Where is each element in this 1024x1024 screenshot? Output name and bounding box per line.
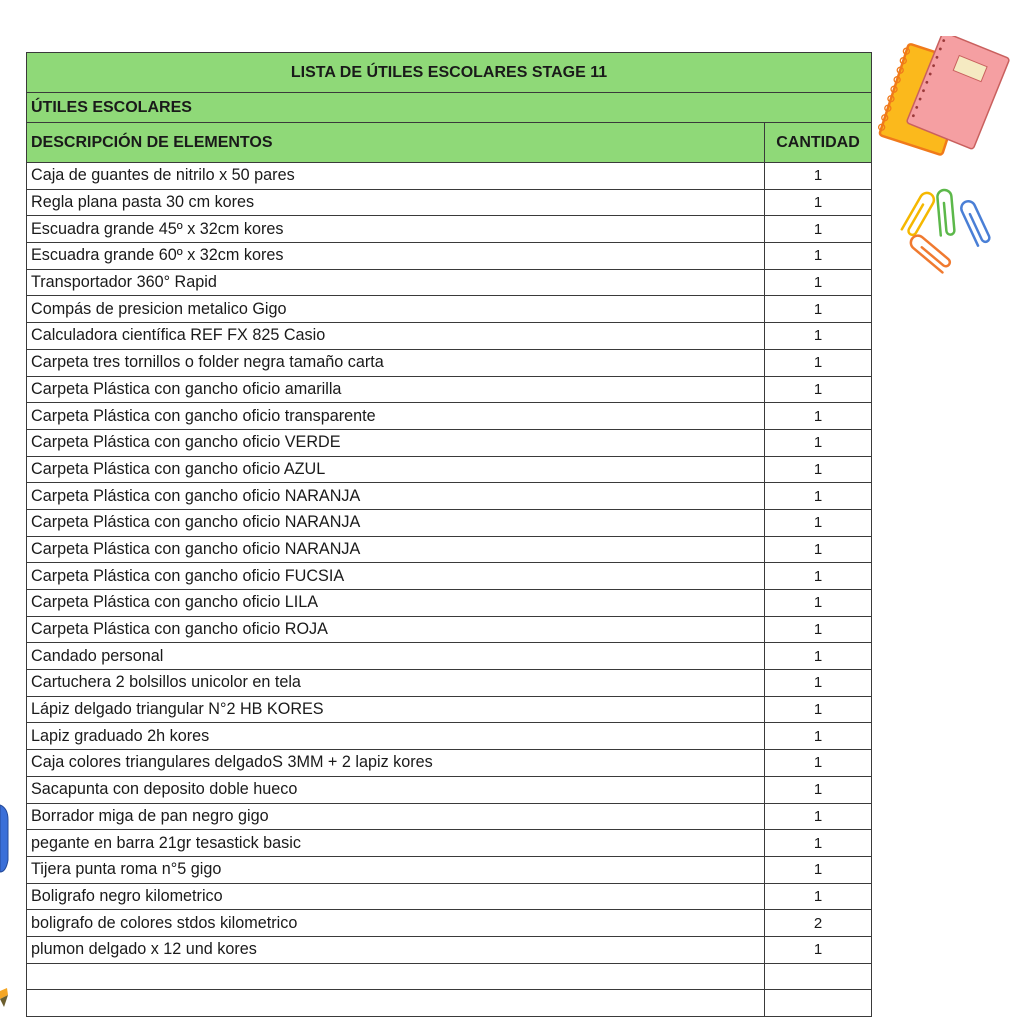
table-row [27, 323, 872, 350]
table-row [27, 429, 872, 456]
item-quantity: 1 [765, 483, 872, 510]
table-row [27, 216, 872, 243]
item-description: pegante en barra 21gr tesastick basic [27, 830, 765, 857]
item-quantity: 1 [765, 803, 872, 830]
item-description: Carpeta Plástica con gancho oficio NARANJA [27, 536, 765, 563]
item-quantity: 1 [765, 216, 872, 243]
table-row [27, 483, 872, 510]
item-quantity: 1 [765, 163, 872, 190]
item-description: Calculadora científica REF FX 825 Casio [27, 323, 765, 350]
item-description: plumon delgado x 12 und kores [27, 936, 765, 963]
pencil-icon [0, 985, 10, 1015]
table-row [27, 856, 872, 883]
title-row [27, 53, 872, 93]
item-description: Carpeta Plástica con gancho oficio NARANJA [27, 509, 765, 536]
paperclips-icon [895, 185, 995, 280]
table-row [27, 296, 872, 323]
item-quantity: 1 [765, 643, 872, 670]
table-row [27, 643, 872, 670]
item-description: Carpeta Plástica con gancho oficio NARANJA [27, 483, 765, 510]
item-quantity: 1 [765, 323, 872, 350]
table-row [27, 269, 872, 296]
item-quantity: 1 [765, 590, 872, 617]
item-quantity: 1 [765, 936, 872, 963]
item-quantity [765, 963, 872, 990]
table-row [27, 803, 872, 830]
table-row [27, 563, 872, 590]
item-quantity: 1 [765, 269, 872, 296]
item-description: Carpeta Plástica con gancho oficio FUCSIA [27, 563, 765, 590]
table-row [27, 349, 872, 376]
item-description: Carpeta tres tornillos o folder negra tamaño carta [27, 349, 765, 376]
table-row [27, 376, 872, 403]
item-description: Transportador 360° Rapid [27, 269, 765, 296]
table-row [27, 163, 872, 190]
table-row [27, 670, 872, 697]
column-header-row [27, 123, 872, 163]
item-description: Carpeta Plástica con gancho oficio amarilla [27, 376, 765, 403]
notebooks-icon [878, 36, 1014, 172]
item-quantity: 1 [765, 856, 872, 883]
table-row [27, 723, 872, 750]
item-quantity: 2 [765, 910, 872, 937]
item-quantity: 1 [765, 616, 872, 643]
table-row [27, 616, 872, 643]
item-quantity: 1 [765, 296, 872, 323]
table-row [27, 536, 872, 563]
item-description: boligrafo de colores stdos kilometrico [27, 910, 765, 937]
item-description: Lápiz delgado triangular N°2 HB KORES [27, 696, 765, 723]
item-quantity: 1 [765, 696, 872, 723]
item-description: Escuadra grande 45º x 32cm kores [27, 216, 765, 243]
item-quantity: 1 [765, 536, 872, 563]
item-quantity: 1 [765, 376, 872, 403]
item-description: Compás de presicion metalico Gigo [27, 296, 765, 323]
table-row [27, 696, 872, 723]
table-row [27, 243, 872, 270]
item-quantity [765, 990, 872, 1017]
item-quantity: 1 [765, 243, 872, 270]
table-row [27, 403, 872, 430]
item-quantity: 1 [765, 456, 872, 483]
table-row [27, 509, 872, 536]
item-quantity: 1 [765, 403, 872, 430]
item-description: Sacapunta con deposito doble hueco [27, 776, 765, 803]
item-description: Caja colores triangulares delgadoS 3MM + 2 lapiz kores [27, 750, 765, 777]
pencil-pouch-icon [0, 800, 10, 875]
table-row [27, 990, 872, 1017]
supply-list-table [26, 52, 872, 1017]
item-description: Boligrafo negro kilometrico [27, 883, 765, 910]
item-description: Carpeta Plástica con gancho oficio ROJA [27, 616, 765, 643]
table-row [27, 883, 872, 910]
item-description: Escuadra grande 60º x 32cm kores [27, 243, 765, 270]
item-quantity: 1 [765, 723, 872, 750]
column-header-description: DESCRIPCIÓN DE ELEMENTOS [27, 123, 765, 163]
column-header-quantity: CANTIDAD [765, 123, 872, 163]
item-quantity: 1 [765, 509, 872, 536]
table-row [27, 830, 872, 857]
item-quantity: 1 [765, 189, 872, 216]
item-quantity: 1 [765, 883, 872, 910]
item-description: Carpeta Plástica con gancho oficio transparente [27, 403, 765, 430]
table-row [27, 456, 872, 483]
item-description: Candado personal [27, 643, 765, 670]
table-row [27, 910, 872, 937]
table-row [27, 750, 872, 777]
table-row [27, 776, 872, 803]
item-description [27, 990, 765, 1017]
item-quantity: 1 [765, 670, 872, 697]
item-quantity: 1 [765, 776, 872, 803]
section-title: ÚTILES ESCOLARES [27, 93, 872, 123]
item-quantity: 1 [765, 429, 872, 456]
table-row [27, 590, 872, 617]
item-quantity: 1 [765, 830, 872, 857]
item-description: Caja de guantes de nitrilo x 50 pares [27, 163, 765, 190]
item-description: Lapiz graduado 2h kores [27, 723, 765, 750]
item-description: Carpeta Plástica con gancho oficio AZUL [27, 456, 765, 483]
section-row [27, 93, 872, 123]
item-description [27, 963, 765, 990]
table-row [27, 936, 872, 963]
item-description: Borrador miga de pan negro gigo [27, 803, 765, 830]
item-quantity: 1 [765, 563, 872, 590]
item-description: Cartuchera 2 bolsillos unicolor en tela [27, 670, 765, 697]
item-description: Regla plana pasta 30 cm kores [27, 189, 765, 216]
item-description: Carpeta Plástica con gancho oficio VERDE [27, 429, 765, 456]
table-row [27, 963, 872, 990]
table-row [27, 189, 872, 216]
item-quantity: 1 [765, 750, 872, 777]
item-quantity: 1 [765, 349, 872, 376]
supply-list-sheet [26, 52, 871, 1017]
list-title: LISTA DE ÚTILES ESCOLARES STAGE 11 [27, 53, 872, 93]
item-description: Tijera punta roma n°5 gigo [27, 856, 765, 883]
item-description: Carpeta Plástica con gancho oficio LILA [27, 590, 765, 617]
